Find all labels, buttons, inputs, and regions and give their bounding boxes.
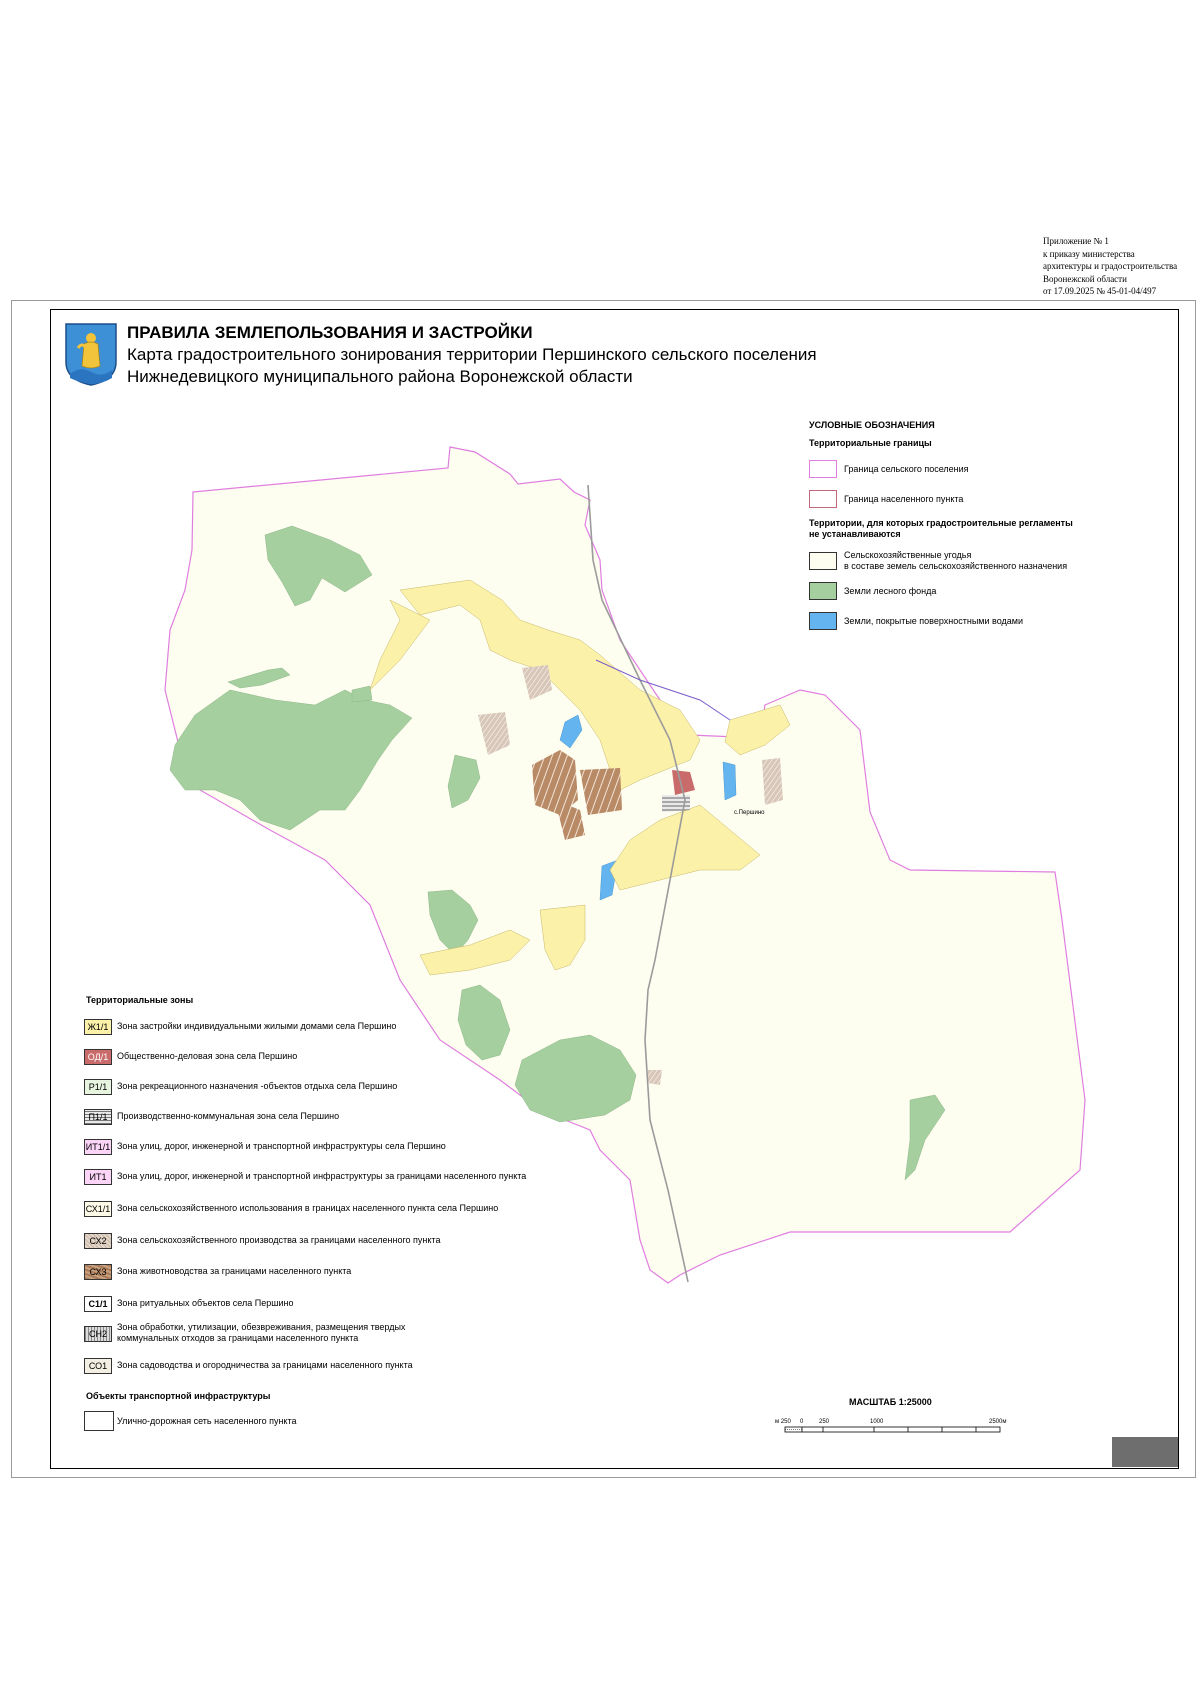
locality-boundary-swatch	[809, 490, 837, 508]
scale-label: 2500м	[989, 1419, 1007, 1425]
zone-text: Зона улиц, дорог, инженерной и транспортной инфраструктуры за границами населенного пункта	[117, 1171, 527, 1181]
legend-heading: УСЛОВНЫЕ ОБОЗНАЧЕНИЯ	[809, 420, 935, 430]
no-regulations-heading: Территории, для которых градостроительные регламенты	[809, 518, 1073, 528]
legend-text: Сельскохозяйственные угодья	[844, 550, 972, 560]
boundaries-heading: Территориальные границы	[809, 438, 932, 448]
zone-text: Зона сельскохозяйственного использования в границах населенного пункта села Першино	[117, 1203, 499, 1213]
legend-text: в составе земель сельскохозяйственного назначения	[844, 561, 1068, 571]
zone-code: СН2	[84, 1326, 112, 1342]
map-subtitle-line1: Карта градостроительного зонирования территории Першинского сельского поселения	[127, 345, 817, 364]
approval-line: к приказу министерства	[1043, 248, 1135, 259]
approval-line: Воронежской области	[1043, 273, 1127, 284]
forest-swatch	[809, 582, 837, 600]
zone-text: Зона обработки, утилизации, обезвреживания, размещения твердых	[117, 1322, 406, 1332]
zone-code: С1/1	[84, 1296, 112, 1312]
scale-label: 1000	[870, 1419, 884, 1425]
zone-text: Улично-дорожная сеть населенного пункта	[117, 1416, 297, 1426]
zone-code: Р1/1	[84, 1079, 112, 1095]
zone-text: Зона садоводства и огородничества за границами населенного пункта	[117, 1360, 413, 1370]
scale-bar	[768, 1413, 1018, 1443]
approval-line: от 17.09.2025 № 45-01-04/497	[1043, 286, 1157, 296]
approval-line: Приложение № 1	[1043, 236, 1109, 246]
zone-code: ОД/1	[84, 1049, 112, 1065]
zone-code: СО1	[84, 1358, 112, 1374]
settlement-boundary-swatch	[809, 460, 837, 478]
zone-text: Производственно-коммунальная зона села Першино	[117, 1111, 340, 1121]
production-zone	[662, 795, 690, 812]
scale-label: 0	[800, 1419, 804, 1425]
map-subtitle-line2: Нижнедевицкого муниципального района Воронежской области	[127, 367, 633, 386]
zone-text: Зона животноводства за границами населенного пункта	[117, 1266, 352, 1276]
zone-text: Зона улиц, дорог, инженерной и транспортной инфраструктуры села Першино	[117, 1141, 446, 1151]
zone-code: СХ2	[84, 1233, 112, 1249]
settlement-label: с.Першино	[734, 810, 765, 816]
zone-text: коммунальных отходов за границами населенного пункта	[117, 1333, 359, 1343]
zone-text: Зона сельскохозяйственного производства за границами населенного пункта	[117, 1235, 441, 1245]
zone-text: Общественно-деловая зона села Першино	[117, 1051, 298, 1061]
zone-code: П1/1	[84, 1109, 112, 1125]
zone-code: ИТ1/1	[84, 1139, 112, 1155]
zone-text: Зона рекреационного назначения -объектов отдыха села Першино	[117, 1081, 398, 1091]
zone-code: Ж1/1	[84, 1019, 112, 1035]
water-swatch	[809, 612, 837, 630]
scale-label: 250	[819, 1419, 830, 1425]
zone-code: СХ3	[84, 1264, 112, 1280]
map-title: ПРАВИЛА ЗЕМЛЕПОЛЬЗОВАНИЯ И ЗАСТРОЙКИ	[127, 323, 533, 342]
legend-text: Земли лесного фонда	[844, 586, 937, 596]
transport-heading: Объекты транспортной инфраструктуры	[86, 1391, 271, 1401]
legend-text: Граница сельского поселения	[844, 464, 969, 474]
scale-title: МАСШТАБ 1:25000	[849, 1397, 932, 1407]
road-network-swatch	[84, 1411, 114, 1431]
legend-text: Земли, покрытые поверхностными водами	[844, 616, 1023, 626]
zone-code: ИТ1	[84, 1169, 112, 1185]
zone-text: Зона застройки индивидуальными жилыми домами села Першино	[117, 1021, 397, 1031]
zones-heading: Территориальные зоны	[86, 995, 194, 1005]
agri-lands-swatch	[809, 552, 837, 570]
approval-line: архитектуры и градостроительства	[1043, 261, 1178, 271]
scale-label: м 250	[775, 1419, 791, 1425]
zone-code: СХ1/1	[84, 1201, 112, 1217]
no-regulations-heading: не устанавливаются	[809, 529, 901, 539]
legend-text: Граница населенного пункта	[844, 494, 964, 504]
zone-text: Зона ритуальных объектов села Першино	[117, 1298, 294, 1308]
digital-signature-stamp	[1112, 1437, 1178, 1467]
